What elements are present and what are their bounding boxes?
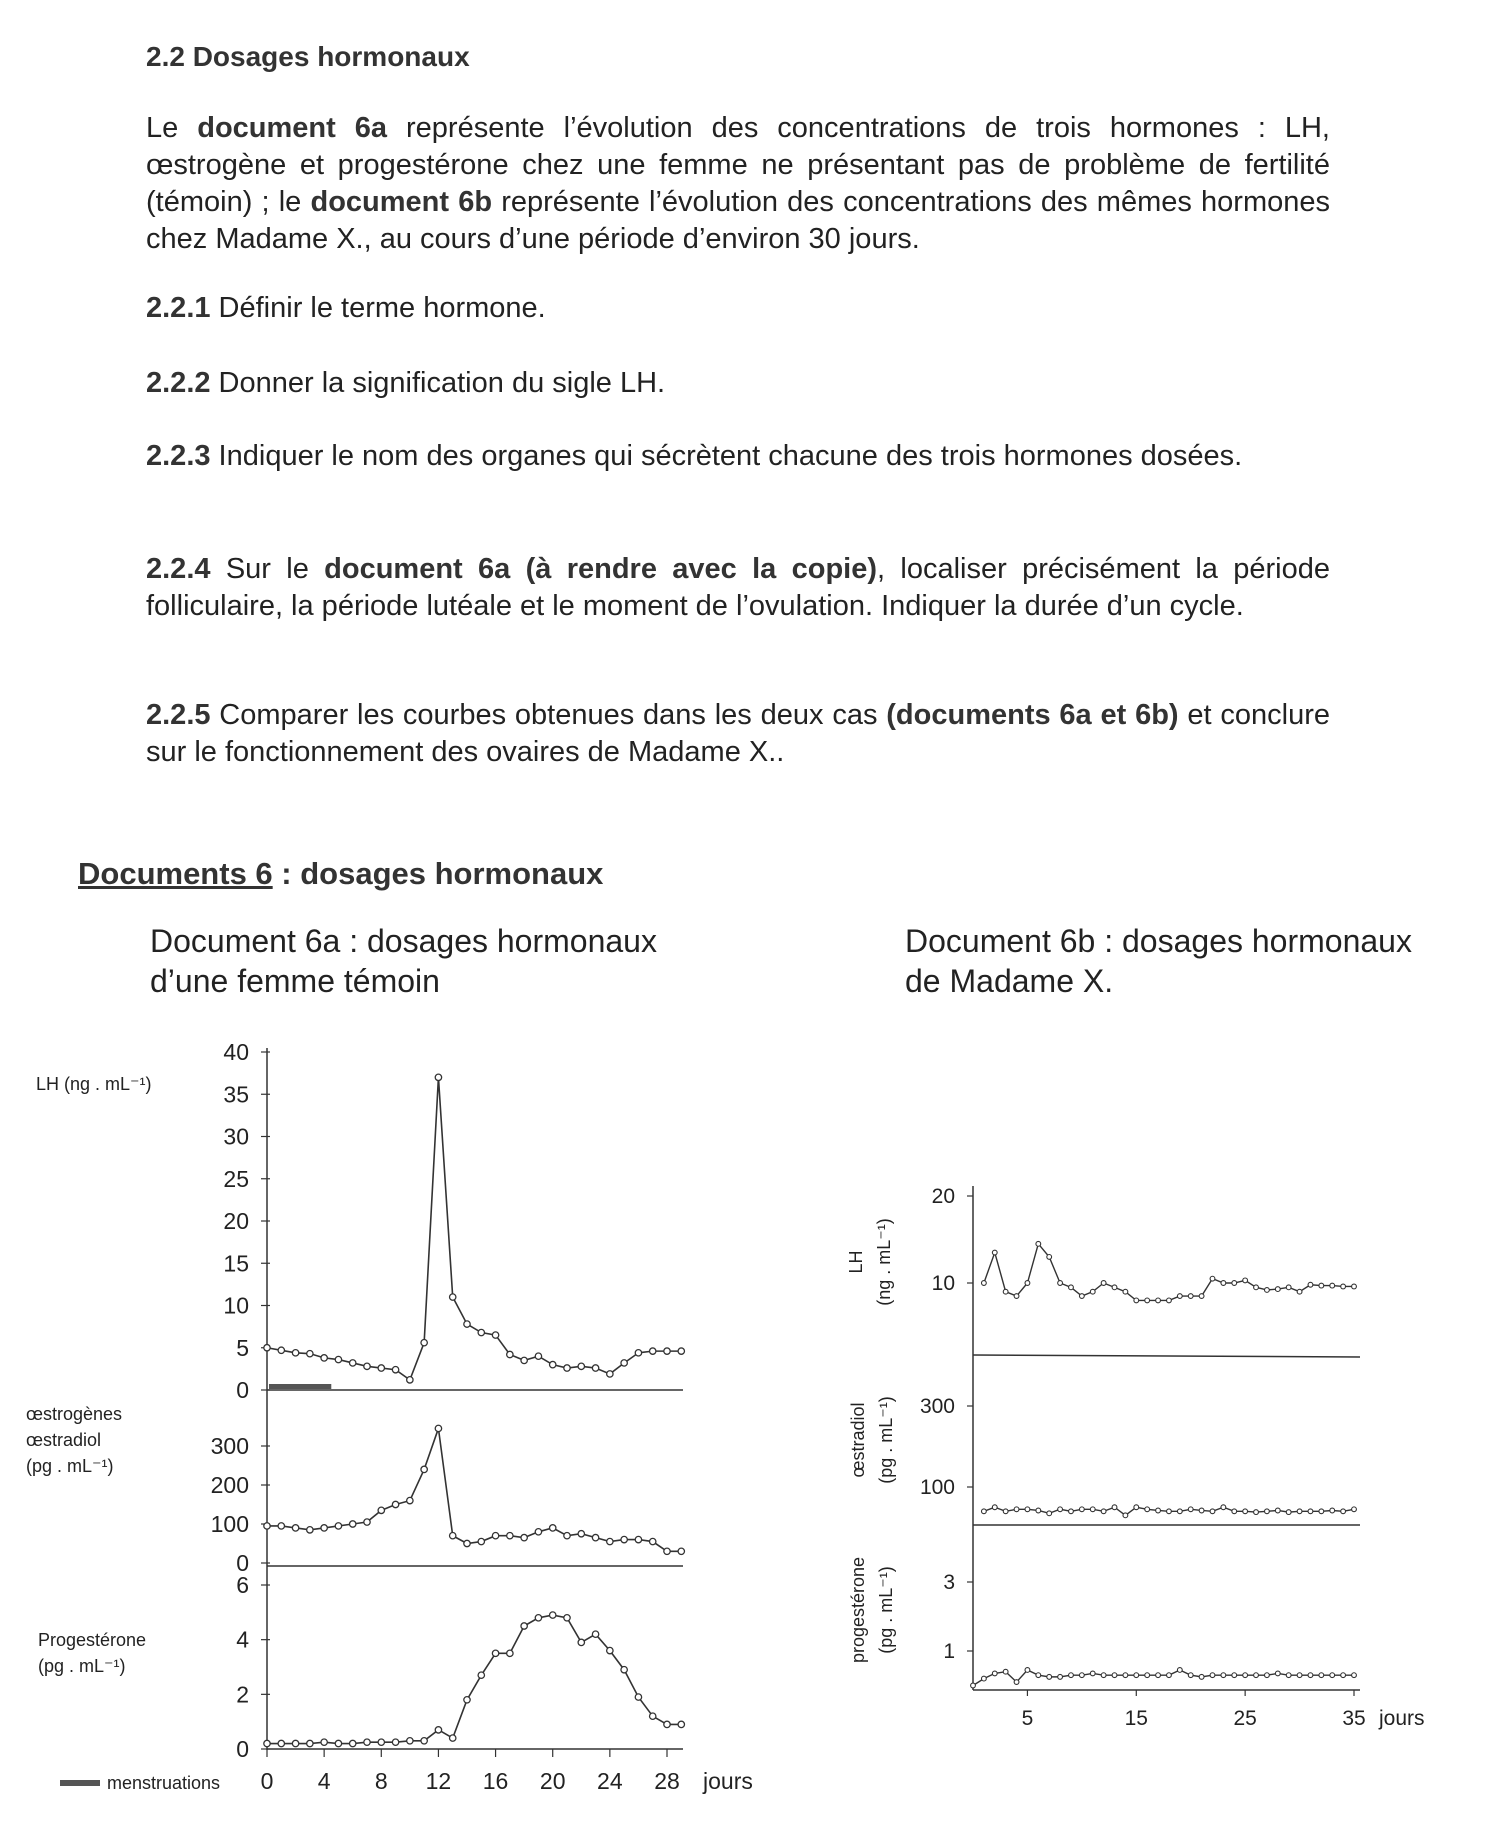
data-point [1156,1673,1161,1678]
data-point [364,1739,370,1745]
doc-6a-title-line2: d’une femme témoin [150,963,440,999]
y-tick-label: 10 [931,1272,955,1295]
data-point [1319,1673,1324,1678]
data-point [678,1348,684,1354]
y-tick-label: 0 [236,1736,249,1762]
x-tick-label: 4 [317,1768,331,1794]
data-point [1254,1285,1259,1290]
text-run: Comparer les courbes obtenues dans les deux cas [210,699,887,731]
data-point [350,1740,356,1746]
data-point [1058,1674,1063,1679]
data-point [1199,1508,1204,1513]
data-point [635,1350,641,1356]
data-point [578,1363,584,1369]
data-point [1047,1255,1052,1260]
data-point [635,1536,641,1542]
y-axis-label: progestérone [848,1556,868,1664]
y-tick-label: 30 [223,1123,249,1150]
x-axis-unit: jours [1379,1707,1425,1730]
data-point [350,1521,356,1527]
data-point [1265,1288,1270,1293]
y-axis-label: (ng . mL⁻¹) [874,1218,894,1306]
data-point [1036,1241,1041,1246]
data-point [1275,1508,1280,1513]
y-tick-label: 20 [931,1185,955,1208]
data-point [1058,1281,1063,1286]
y-tick-label: 25 [223,1165,249,1192]
bold-text: 2.2.3 [146,440,211,472]
data-point [1330,1673,1335,1678]
data-point [971,1683,976,1688]
data-point [1243,1278,1248,1283]
data-point [1221,1281,1226,1286]
data-point [1025,1281,1030,1286]
data-point [1330,1283,1335,1288]
data-point [992,1671,997,1676]
data-point [992,1505,997,1510]
data-point [1047,1674,1052,1679]
data-point [307,1527,313,1533]
y-tick-label: 4 [236,1626,249,1653]
data-point [450,1735,456,1741]
data-point [507,1351,513,1357]
data-point [1286,1673,1291,1678]
data-point [635,1694,641,1700]
data-point [392,1739,398,1745]
data-point [992,1250,997,1255]
data-point [421,1466,427,1472]
data-point [307,1740,313,1746]
data-point [264,1740,270,1746]
data-point [450,1533,456,1539]
data-point [364,1363,370,1369]
section-title: 2.2 Dosages hormonaux [146,41,470,72]
data-point [1341,1673,1346,1678]
y-tick-label: 100 [919,1476,955,1499]
bold-text: 2.2.1 [146,292,211,324]
doc-6b-title-line1: Document 6b : dosages hormonaux [905,923,1412,959]
series-line [267,1615,681,1743]
data-point [1167,1509,1172,1514]
data-point [1352,1284,1357,1289]
doc-6a-title-line1: Document 6a : dosages hormonaux [150,923,657,959]
x-tick-label: 24 [597,1768,623,1794]
data-point [664,1348,670,1354]
data-point [621,1360,627,1366]
data-point [1243,1673,1248,1678]
data-point [492,1332,498,1338]
y-tick-label: 0 [236,1550,249,1576]
x-tick-label: 28 [654,1768,680,1794]
data-point [1297,1509,1302,1514]
data-point [1352,1507,1357,1512]
y-tick-label: 6 [236,1572,249,1598]
data-point [378,1365,384,1371]
y-tick-label: 1 [943,1640,955,1663]
data-point [292,1740,298,1746]
data-point [1286,1510,1291,1515]
data-point [1090,1507,1095,1512]
data-point [1079,1673,1084,1678]
data-point [1003,1669,1008,1674]
data-point [292,1350,298,1356]
bold-text: document 6b [310,186,493,218]
data-point [535,1615,541,1621]
data-point [1134,1505,1139,1510]
y-axis-label: œstradiol [26,1430,102,1450]
data-point [278,1347,284,1353]
data-point [1177,1668,1182,1673]
data-point [1025,1507,1030,1512]
data-point [421,1738,427,1744]
data-point [1003,1289,1008,1294]
data-point [1112,1673,1117,1678]
y-axis-label: (pg . mL⁻¹) [876,1566,896,1654]
data-point [607,1538,613,1544]
data-point [650,1348,656,1354]
data-point [1254,1510,1259,1515]
data-point [1101,1509,1106,1514]
data-point [1286,1285,1291,1290]
data-point [621,1536,627,1542]
data-point [364,1519,370,1525]
data-point [607,1647,613,1653]
bold-text: (documents 6a et 6b) [886,699,1179,731]
series-line [973,1670,1354,1686]
text-run: , localiser précisément la période folliculaire, la période lutéale et le moment de l’ovulation. Indiquer la durée d’un cycle. [146,553,1330,622]
y-tick-label: 35 [223,1081,249,1108]
data-point [1069,1509,1074,1514]
x-tick-label: 5 [1021,1707,1034,1730]
data-point [264,1523,270,1529]
data-point [1199,1294,1204,1299]
data-point [981,1281,986,1286]
text-run: représente l’évolution des concentrations de trois hormones : LH, œstrogène et progestérone chez une femme ne présentant pas de problème de fertilité (témoin) ; le [146,112,1330,218]
data-point [1112,1285,1117,1290]
data-point [335,1740,341,1746]
data-point [1047,1511,1052,1516]
text-run: Donner la signification du sigle LH. [210,367,666,399]
data-point [278,1740,284,1746]
data-point [1319,1509,1324,1514]
data-point [1069,1285,1074,1290]
data-point [1134,1673,1139,1678]
data-point [1232,1673,1237,1678]
y-tick-label: 0 [236,1377,249,1403]
data-point [1265,1509,1270,1514]
y-tick-label: 300 [210,1433,249,1459]
data-point [1090,1289,1095,1294]
x-tick-label: 20 [539,1768,566,1794]
data-point [407,1738,413,1744]
data-point [492,1533,498,1539]
data-point [435,1727,441,1733]
x-tick-label: 0 [260,1768,274,1794]
data-point [535,1529,541,1535]
data-point [521,1357,527,1363]
data-point [335,1356,341,1362]
data-point [521,1534,527,1540]
data-point [1330,1508,1335,1513]
y-tick-label: 100 [210,1511,249,1537]
menstruation-bar [269,1384,331,1389]
data-point [1079,1507,1084,1512]
data-point [564,1365,570,1371]
y-tick-label: 15 [223,1250,249,1277]
data-point [1275,1671,1280,1676]
data-point [1341,1284,1346,1289]
legend-label: menstruations [107,1773,221,1793]
documents-title-suffix: : dosages hormonaux [272,856,604,891]
data-point [550,1361,556,1367]
bold-text: document 6a (à rendre avec la copie) [324,553,878,585]
data-point [264,1345,270,1351]
series-line [267,1077,681,1380]
data-point [407,1497,413,1503]
data-point [650,1713,656,1719]
data-point [564,1615,570,1621]
data-point [1156,1298,1161,1303]
data-point [507,1650,513,1656]
data-point [378,1739,384,1745]
bold-text: 2.2.5 [146,699,211,731]
data-point [292,1525,298,1531]
y-tick-label: 10 [223,1292,249,1319]
data-point [478,1672,484,1678]
data-point [1025,1668,1030,1673]
data-point [1036,1673,1041,1678]
data-point [1221,1673,1226,1678]
data-point [981,1509,986,1514]
bold-text: document 6a [197,112,388,144]
y-tick-label: 200 [210,1472,249,1498]
data-point [478,1329,484,1335]
data-point [1308,1509,1313,1514]
data-point [464,1540,470,1546]
data-point [664,1548,670,1554]
y-axis-label: (pg . mL⁻¹) [876,1396,896,1484]
data-point [507,1533,513,1539]
data-point [1090,1671,1095,1676]
data-point [550,1525,556,1531]
data-point [350,1360,356,1366]
data-point [1188,1294,1193,1299]
data-point [1177,1509,1182,1514]
data-point [1101,1673,1106,1678]
data-point [1156,1508,1161,1513]
data-point [521,1623,527,1629]
data-point [492,1650,498,1656]
data-point [1177,1294,1182,1299]
y-axis-label: Progestérone [38,1630,147,1650]
text-run: Sur le [210,553,325,585]
y-tick-label: 20 [223,1208,249,1234]
doc-6b-title-line2: de Madame X. [905,963,1114,999]
data-point [435,1074,441,1080]
bold-text: 2.2.2 [146,367,211,399]
data-point [1145,1673,1150,1678]
y-tick-label: 3 [943,1571,955,1594]
x-tick-label: 25 [1233,1707,1257,1730]
chart-document-6b [760,0,1489,1830]
text-run: Définir le terme hormone. [210,292,546,324]
data-point [1210,1509,1215,1514]
data-point [1210,1276,1215,1281]
data-point [1232,1509,1237,1514]
data-point [1352,1673,1357,1678]
series-line [267,1428,681,1551]
data-point [1101,1281,1106,1286]
data-point [592,1631,598,1637]
data-point [1308,1673,1313,1678]
data-point [307,1350,313,1356]
y-axis-label: œstradiol [848,1402,868,1478]
data-point [621,1667,627,1673]
x-tick-label: 16 [482,1768,509,1794]
documents-title-label: Documents 6 [78,856,273,891]
data-point [421,1339,427,1345]
data-point [1036,1508,1041,1513]
data-point [1014,1507,1019,1512]
data-point [1188,1507,1193,1512]
y-axis-label: (pg . mL⁻¹) [38,1656,126,1676]
data-point [1341,1509,1346,1514]
y-tick-label: 40 [223,1039,249,1065]
x-tick-label: 12 [425,1768,452,1794]
data-point [550,1612,556,1618]
legend-swatch [60,1780,100,1786]
data-point [1123,1513,1128,1518]
x-tick-label: 8 [374,1768,388,1794]
y-axis-label: (pg . mL⁻¹) [26,1456,114,1476]
data-point [1069,1673,1074,1678]
bold-text: 2.2.4 [146,553,211,585]
data-point [407,1377,413,1383]
data-point [578,1531,584,1537]
data-point [1297,1289,1302,1294]
data-point [335,1523,341,1529]
y-axis-label: LH (ng . mL⁻¹) [36,1074,152,1094]
data-point [1243,1509,1248,1514]
data-point [578,1639,584,1645]
data-point [678,1548,684,1554]
data-point [664,1721,670,1727]
data-point [1123,1673,1128,1678]
data-point [607,1371,613,1377]
data-point [321,1355,327,1361]
text-run: représente l’évolution des concentrations des mêmes hormones chez Madame X., au cours d’une période d’environ 30 jours. [146,186,1330,255]
text-run: Indiquer le nom des organes qui sécrètent chacune des trois hormones dosées. [210,440,1243,472]
data-point [321,1525,327,1531]
data-point [1275,1287,1280,1292]
panel-divider [973,1355,1360,1357]
y-tick-label: 300 [919,1395,955,1418]
data-point [1014,1680,1019,1685]
data-point [1188,1673,1193,1678]
text-run: Le [146,112,198,144]
data-point [1210,1673,1215,1678]
data-point [321,1739,327,1745]
data-point [378,1507,384,1513]
data-point [464,1697,470,1703]
data-point [564,1533,570,1539]
data-point [592,1365,598,1371]
data-point [1221,1505,1226,1510]
data-point [450,1294,456,1300]
data-point [1297,1673,1302,1678]
data-point [435,1425,441,1431]
data-point [535,1353,541,1359]
data-point [1308,1282,1313,1287]
data-point [392,1367,398,1373]
text-run: et conclure sur le fonctionnement des ovaires de Madame X.. [146,699,1331,768]
data-point [1112,1505,1117,1510]
data-point [1167,1673,1172,1678]
data-point [1123,1289,1128,1294]
x-tick-label: 35 [1342,1707,1366,1730]
x-axis-unit: jours [703,1768,753,1794]
data-point [1058,1507,1063,1512]
data-point [1003,1509,1008,1514]
data-point [1134,1298,1139,1303]
data-point [1319,1283,1324,1288]
data-point [1232,1281,1237,1286]
data-point [1167,1298,1172,1303]
data-point [1145,1507,1150,1512]
data-point [1079,1294,1084,1299]
data-point [1254,1673,1259,1678]
data-point [278,1523,284,1529]
y-axis-label: œstrogènes [26,1404,123,1424]
x-tick-label: 15 [1124,1707,1148,1730]
data-point [464,1321,470,1327]
y-tick-label: 2 [236,1681,249,1708]
data-point [1145,1298,1150,1303]
data-point [1265,1673,1270,1678]
data-point [981,1676,986,1681]
data-point [392,1501,398,1507]
y-tick-label: 5 [236,1334,249,1361]
data-point [592,1534,598,1540]
data-point [1199,1674,1204,1679]
data-point [478,1538,484,1544]
data-point [650,1538,656,1544]
data-point [1014,1294,1019,1299]
data-point [678,1721,684,1727]
y-axis-label: LH [846,1250,866,1274]
